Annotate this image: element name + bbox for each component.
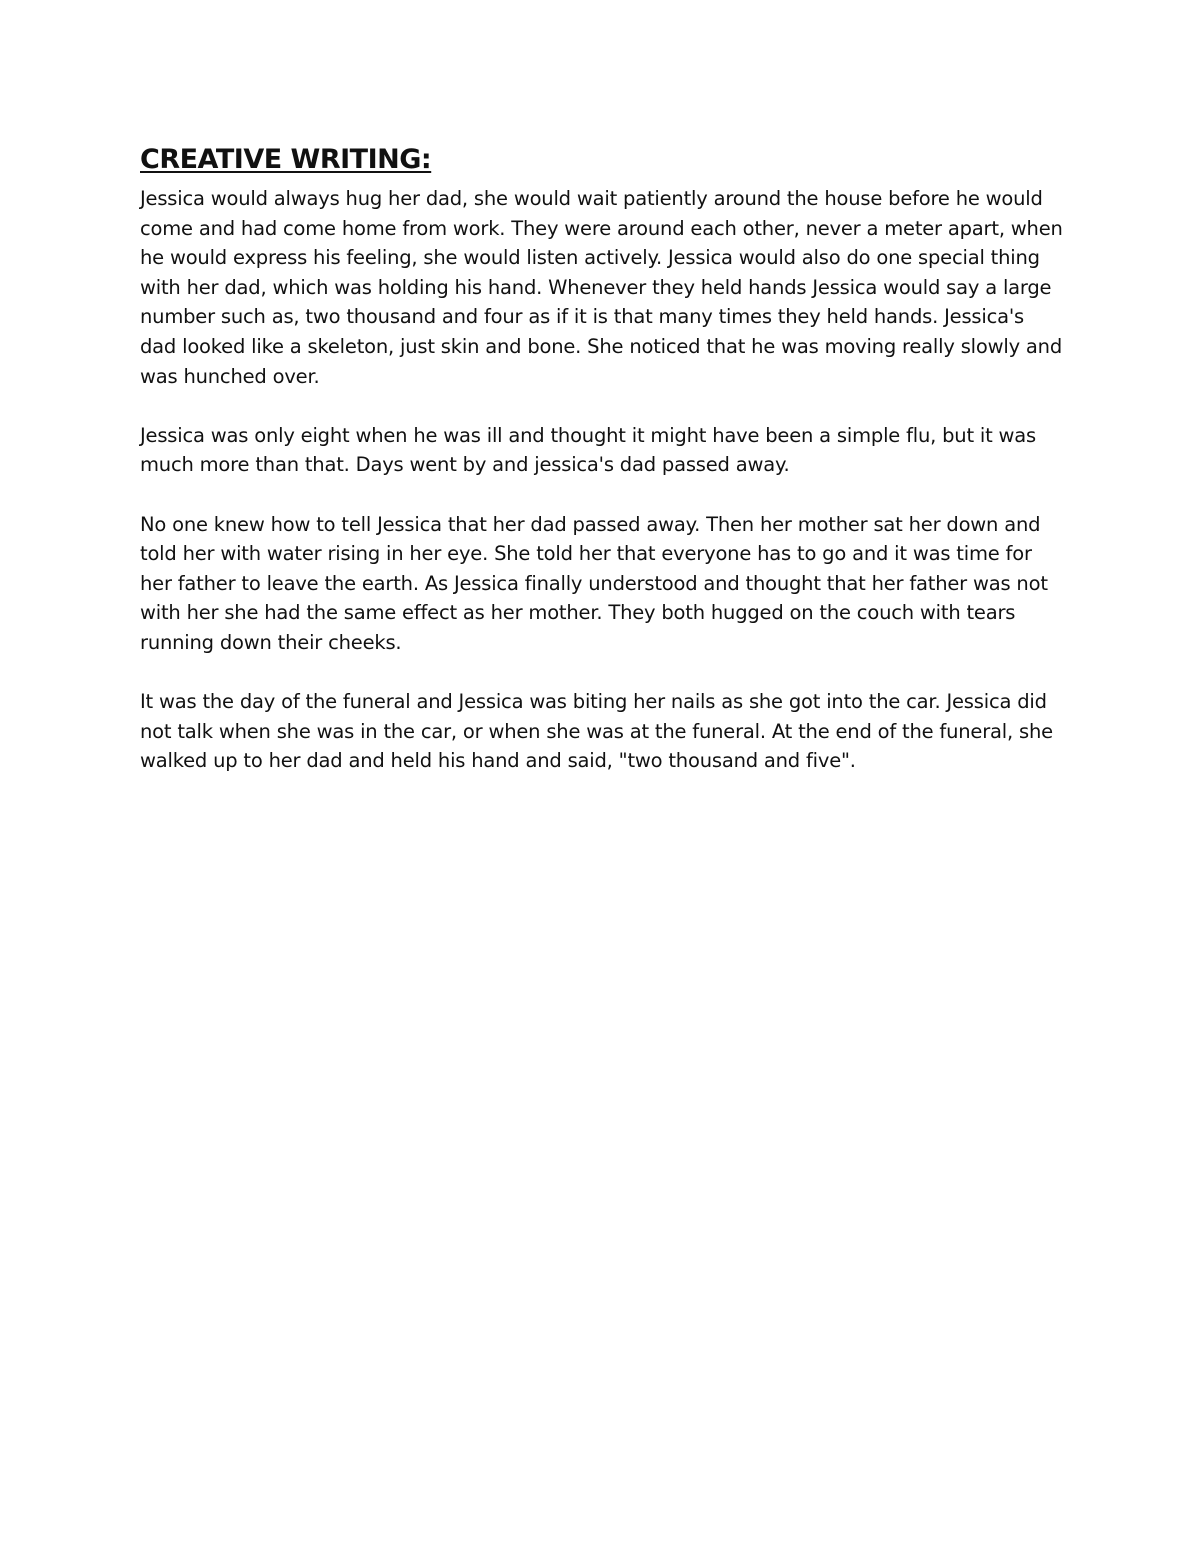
paragraph-1: Jessica would always hug her dad, she would wait patiently around the house before he would come and had come home from work. They were around each other, never a meter apart, when he would express his feeling, she would listen actively. Jessica would also do one special thing with her dad, which was holding his hand. Whenever they held hands Jessica would say a large number such as, two thousand and four as if it is that many times they held hands. Jessica's dad looked like a skeleton, just skin and bone. She noticed that he was moving really slowly and was hunched over. bbox=[140, 187, 1063, 388]
paragraph-4: It was the day of the funeral and Jessica was biting her nails as she got into the car. Jessica did not talk when she was in the car, or when she was at the funeral. At the end of the funeral, she walked up to her dad and held his hand and said, "two thousand and five". bbox=[140, 690, 1053, 773]
paragraph-3: No one knew how to tell Jessica that her dad passed away. Then her mother sat her down and told her with water rising in her eye. She told her that everyone has to go and it was time for her father to leave the earth. As Jessica finally understood and thought that her father was not with her she had the same effect as her mother. They both hugged on the couch with tears running down their cheeks. bbox=[140, 512, 1048, 654]
document-body bbox=[140, 140, 1065, 805]
paragraph-2: Jessica was only eight when he was ill and thought it might have been a simple flu, but it was much more than that. Days went by and jessica's dad passed away. bbox=[140, 423, 1037, 477]
document-title: CREATIVE WRITING: bbox=[140, 144, 432, 175]
